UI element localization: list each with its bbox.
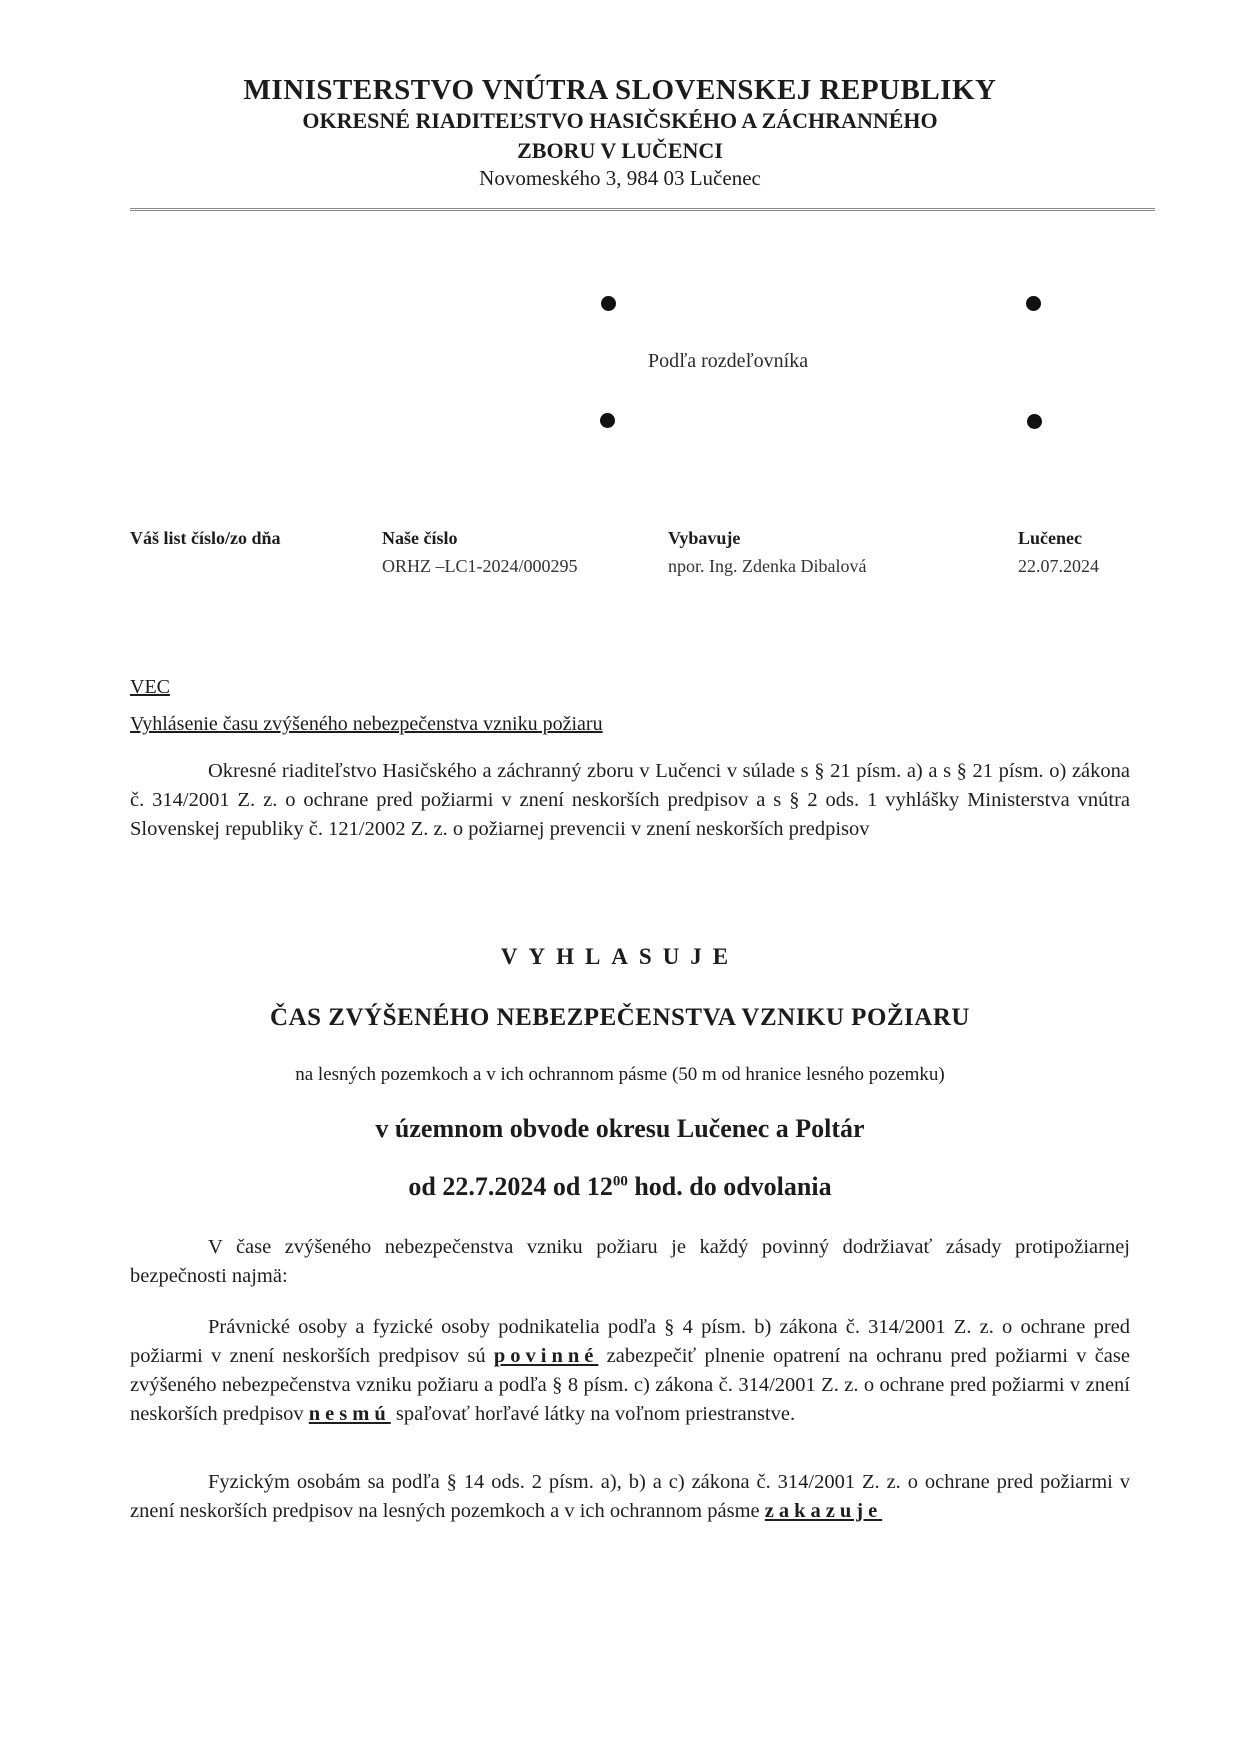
place-label: Lučenec bbox=[1018, 528, 1082, 548]
letterhead-divider bbox=[130, 208, 1155, 211]
address-window-mark-top-left bbox=[601, 296, 616, 311]
legal-entities-text-2: zabezpečiť plnenie opatrení na ochranu pred požiarmi v čase zvýšeného nebezpečenstva vzniku požiaru a podľa § 8 písm. c) zákona č. 314/2001 Z. z. o ochrane pred požiarmi v znení neskorších predpisov bbox=[130, 1345, 1130, 1425]
period-start: od 22.7.2024 od 12 bbox=[408, 1172, 613, 1201]
subject-text: Vyhlásenie času zvýšeného nebezpečenstva vzniku požiaru bbox=[130, 713, 603, 735]
handled-by-value: npor. Ing. Zdenka Dibalová bbox=[668, 556, 867, 576]
declaration-scope: na lesných pozemkoch a v ich ochrannom pásme (50 m od hranice lesného pozemku) bbox=[295, 1064, 945, 1085]
address-window-mark-bottom-right bbox=[1027, 414, 1042, 429]
office-name-line1: OKRESNÉ RIADITEĽSTVO HASIČSKÉHO A ZÁCHRANNÉHO bbox=[302, 108, 938, 133]
period-end: hod. do odvolania bbox=[627, 1172, 832, 1201]
declaration-period bbox=[0, 1172, 1240, 1202]
addressee: Podľa rozdeľovníka bbox=[648, 350, 809, 372]
declaration-area: v územnom obvode okresu Lučenec a Poltár bbox=[375, 1114, 865, 1143]
legal-entities-paragraph bbox=[130, 1313, 1130, 1429]
address-window-mark-bottom-left bbox=[600, 413, 615, 428]
address-window-mark-top-right bbox=[1026, 296, 1041, 311]
date-value: 22.07.2024 bbox=[1018, 556, 1099, 576]
handled-by-label: Vybavuje bbox=[668, 528, 741, 548]
subject-label: VEC bbox=[130, 676, 170, 698]
emphasis-nesmu: nesmú bbox=[308, 1403, 391, 1425]
your-letter-label: Váš list číslo/zo dňa bbox=[130, 528, 281, 548]
individuals-paragraph bbox=[130, 1468, 1130, 1526]
our-number-value: ORHZ –LC1-2024/000295 bbox=[382, 556, 578, 576]
legal-entities-text-3: spaľovať horľavé látky na voľnom priestranstve. bbox=[390, 1403, 796, 1425]
ministry-name: MINISTERSTVO VNÚTRA SLOVENSKEJ REPUBLIKY bbox=[243, 74, 997, 106]
individuals-text: Fyzickým osobám sa podľa § 14 ods. 2 písm. a), b) a c) zákona č. 314/2001 Z. z. o ochrane pred požiarmi v znení neskorších predpisov na lesných pozemkoch a v ich ochrannom pásme bbox=[130, 1471, 1130, 1522]
obligation-paragraph: V čase zvýšeného nebezpečenstva vzniku požiaru je každý povinný dodržiavať zásady protipožiarnej bezpečnosti najmä: bbox=[130, 1236, 1130, 1287]
office-name-line2: ZBORU V LUČENCI bbox=[517, 138, 723, 163]
emphasis-povinne: povinné bbox=[493, 1345, 599, 1367]
office-address: Novomeského 3, 984 03 Lučenec bbox=[479, 166, 761, 190]
emphasis-zakazuje: zakazuje bbox=[764, 1500, 883, 1522]
our-number-label: Naše číslo bbox=[382, 528, 458, 548]
intro-paragraph: Okresné riaditeľstvo Hasičského a záchranný zboru v Lučenci v súlade s § 21 písm. a) a s § 21 písm. o) zákona č. 314/2001 Z. z. o ochrane pred požiarmi v znení neskorších predpisov a s § 2 ods. 1 vyhlášky Ministerstva vnútra Slovenskej republiky č. 121/2002 Z. z. o požiarnej prevencii v znení neskorších predpisov bbox=[130, 760, 1130, 840]
declaration-verb: VYHLASUJE bbox=[500, 944, 740, 969]
legal-entities-text-1: Právnické osoby a fyzické osoby podnikatelia podľa § 4 písm. b) zákona č. 314/2001 Z. z. o ochrane pred požiarmi v znení neskorších predpisov sú bbox=[130, 1316, 1130, 1367]
period-hour-superscript: 00 bbox=[612, 1173, 628, 1190]
declaration-title: ČAS ZVÝŠENÉHO NEBEZPEČENSTVA VZNIKU POŽIARU bbox=[270, 1004, 970, 1031]
